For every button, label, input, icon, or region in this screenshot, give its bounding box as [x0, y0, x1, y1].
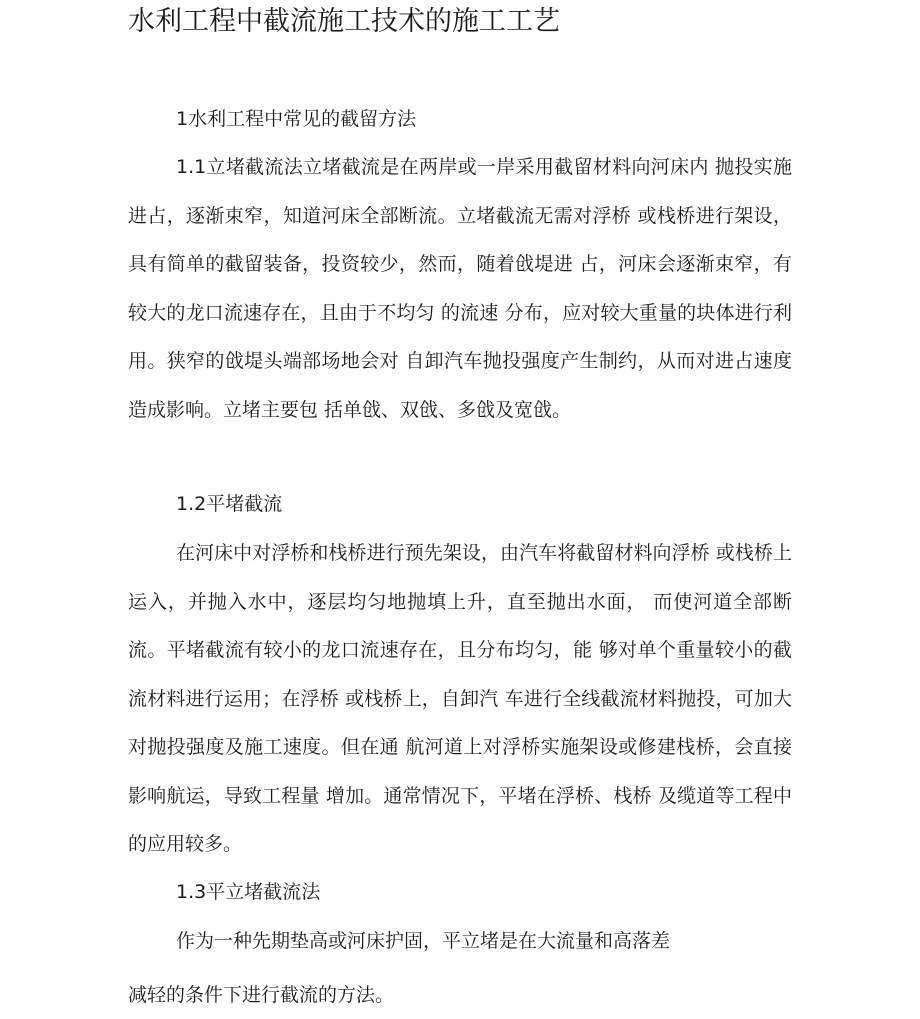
document-title: 水利工程中截流施工技术的施工工艺 [128, 6, 560, 37]
section-1-1-paragraph: 1.1立堵截流法立堵截流是在两岸或一岸采用截留材料向河床内 抛投实施进占，逐渐束窄，知道河床全部断流。立堵截流无需对浮桥 或栈桥进行架设，具有简单的截留装备，投资较少，然而，随着戗堤进 占，河床会逐渐束窄，有较大的龙口流速存在，且由于不均匀 的流速 分布，应对较大重量的块体进行利用。狭窄的戗堤头端部场地会对 自卸汽车抛投强度产生制约，从而对进占速度造成影响。立堵主要包 括单戗、双戗、多戗及宽戗。 [128, 156, 792, 421]
section-1-3-paragraph-line-1: 作为一种先期垫高或河床护固，平立堵是在大流量和高落差 [176, 930, 671, 952]
section-1-heading: 1水利工程中常见的截留方法 [176, 108, 417, 130]
section-1-2-heading: 1.2平堵截流 [176, 493, 283, 515]
section-1-2-paragraph: 在河床中对浮桥和栈桥进行预先架设，由汽车将截留材料向浮桥 或栈桥上运入，并抛入水中，逐层均匀地抛填上升，直至抛出水面， 而使河道全部断流。平堵截流有较小的龙口流速存在，且分布均匀，能 够对单个重量较小的截流材料进行运用；在浮桥 或栈桥上，自卸汽 车进行全线截流材料抛投，可加大对抛投强度及施工速度。但在通 航河道上对浮桥实施架设或修建栈桥，会直接影响航运，导致工程量 增加。通常情况下，平堵在浮桥、栈桥 及缆道等工程中的应用较多。 [128, 542, 792, 855]
section-1-3-paragraph-line-2: 减轻的条件下进行截流的方法。 [128, 984, 395, 1006]
section-1-3-heading: 1.3平立堵截流法 [176, 881, 321, 903]
